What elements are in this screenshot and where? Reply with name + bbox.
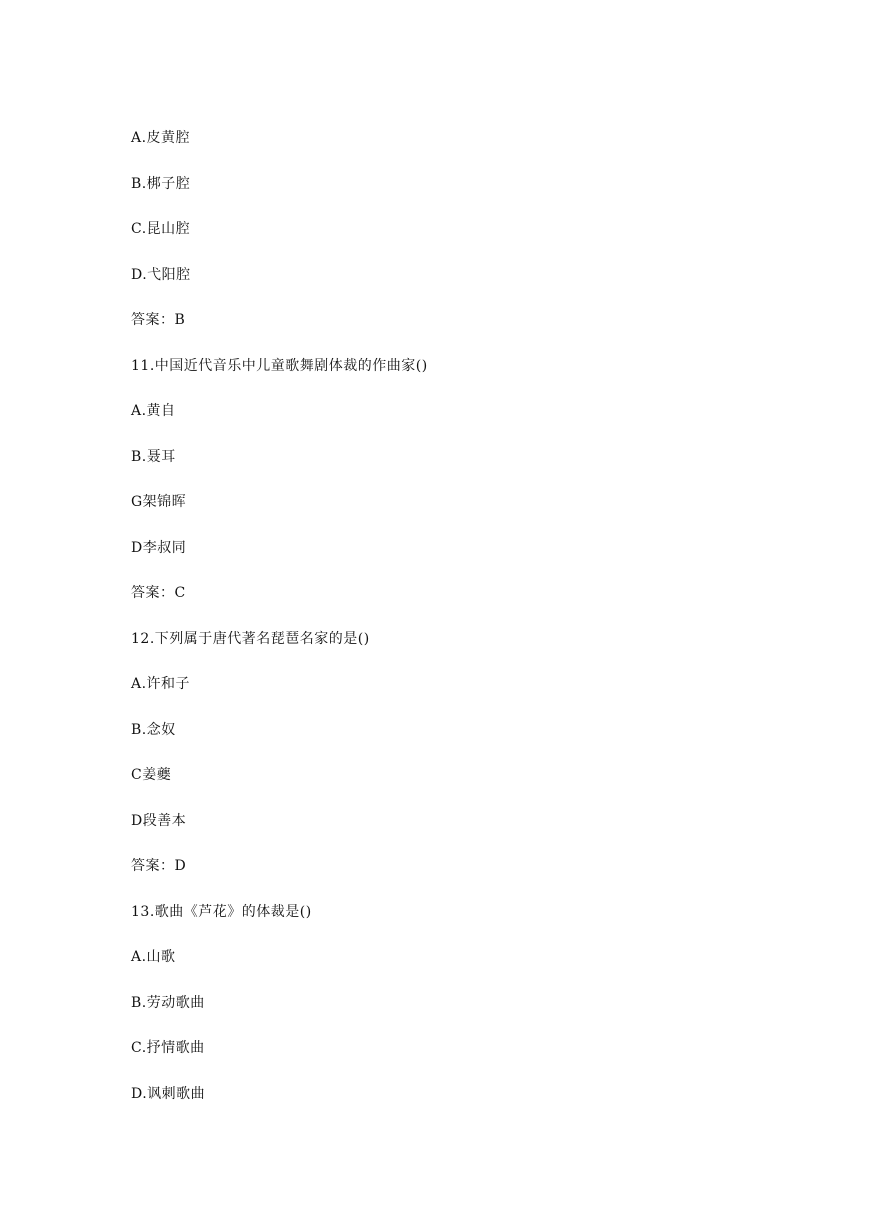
question-11: 11.中国近代音乐中儿童歌舞剧体裁的作曲家() [131, 358, 428, 374]
question-13: 13.歌曲《芦花》的体裁是() [131, 904, 312, 920]
answer-q12: 答案：D [131, 858, 187, 874]
option-b-q13: B.劳动歌曲 [131, 995, 205, 1011]
option-b-q10: B.梆子腔 [131, 176, 191, 192]
option-a-q11: A.黄自 [131, 403, 176, 419]
question-12: 12.下列属于唐代著名琵琶名家的是() [131, 631, 370, 647]
answer-q11: 答案：C [131, 585, 186, 601]
option-a-q10: A.皮黄腔 [131, 130, 191, 146]
option-c-q13: C.抒情歌曲 [131, 1040, 205, 1056]
option-c-q12: C姜夔 [131, 767, 172, 783]
option-b-q11: B.聂耳 [131, 449, 176, 465]
option-d-q13: D.讽刺歌曲 [131, 1086, 206, 1102]
answer-q10: 答案：B [131, 312, 186, 328]
option-d-q10: D.弋阳腔 [131, 267, 191, 283]
option-a-q13: A.山歌 [131, 949, 176, 965]
option-c-q11: G架锦晖 [131, 494, 187, 510]
option-b-q12: B.念奴 [131, 722, 176, 738]
option-d-q11: D李叔同 [131, 540, 187, 556]
option-d-q12: D段善本 [131, 813, 187, 829]
option-a-q12: A.许和子 [131, 676, 191, 692]
option-c-q10: C.昆山腔 [131, 221, 191, 237]
